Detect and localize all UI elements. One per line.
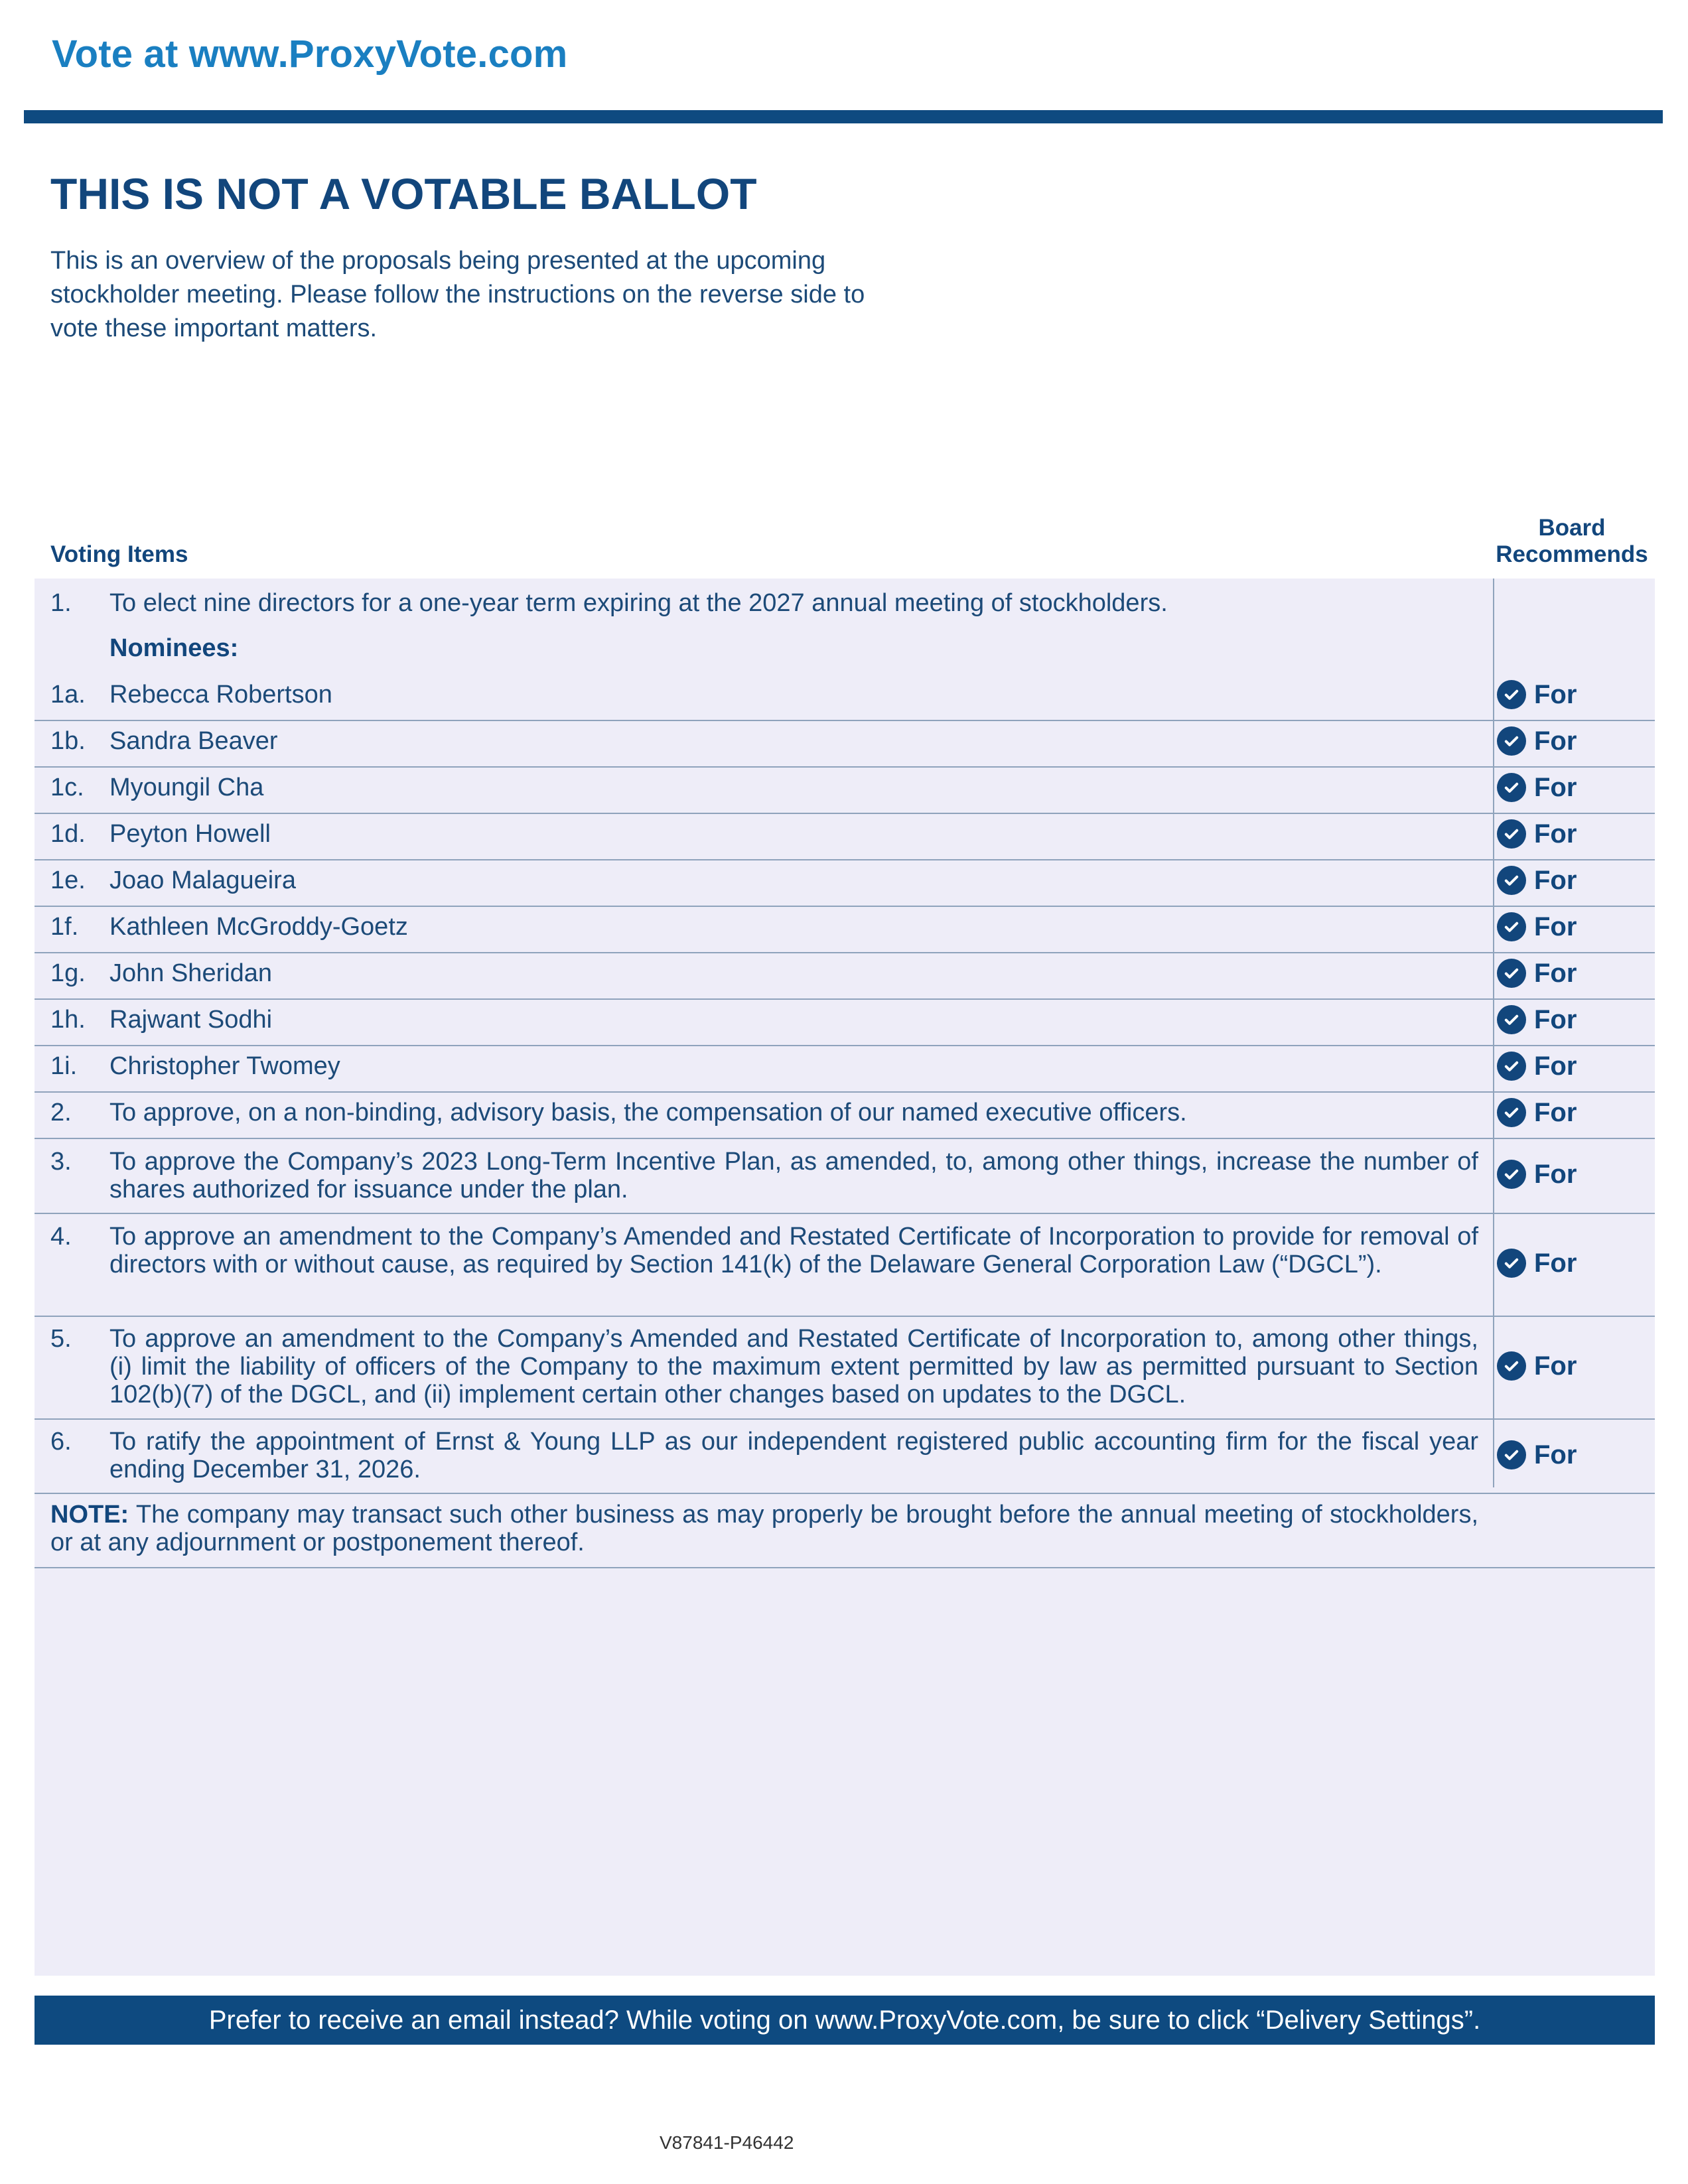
row-divider <box>35 1091 1655 1093</box>
recommendation-label: For <box>1534 1159 1577 1189</box>
recommendation-label: For <box>1534 1440 1577 1469</box>
board-recommendation <box>1497 1004 1630 1035</box>
nominee-name: Peyton Howell <box>109 820 271 848</box>
recommendation-label: For <box>1534 679 1577 709</box>
item-number: 1. <box>50 589 72 617</box>
footer-banner <box>35 1996 1655 2045</box>
row-divider <box>35 1567 1655 1568</box>
recommendation-label: For <box>1534 958 1577 988</box>
board-recommendation <box>1497 1051 1630 1081</box>
nominee-number: 1c. <box>50 774 84 801</box>
check-circle-icon <box>1497 866 1526 895</box>
row-divider <box>35 859 1655 860</box>
item-number: 2. <box>50 1099 72 1126</box>
nominee-name: Christopher Twomey <box>109 1052 340 1080</box>
nominee-name: John Sheridan <box>109 959 273 987</box>
nominee-number: 1g. <box>50 959 86 987</box>
footer-text: Prefer to receive an email instead? While voting on www.ProxyVote.com, be sure to click “Delivery Settings”. <box>208 2005 1481 2035</box>
note-text: The company may transact such other business as may properly be brought before the annual meeting of stockholders, or at any adjournment or postponement thereof. <box>50 1501 1478 1556</box>
recommendation-label: For <box>1534 912 1577 941</box>
check-circle-icon <box>1497 680 1526 709</box>
nominee-number: 1i. <box>50 1052 78 1080</box>
nominee-name: Joao Malagueira <box>109 866 296 894</box>
check-circle-icon <box>1497 1098 1526 1127</box>
check-circle-icon <box>1497 1005 1526 1034</box>
nominee-number: 1a. <box>50 681 86 709</box>
nominee-number: 1b. <box>50 727 86 755</box>
row-divider <box>35 1138 1655 1139</box>
nominee-number: 1e. <box>50 866 86 894</box>
board-header-line2: Recommends <box>1496 541 1648 567</box>
item-number: 3. <box>50 1148 72 1176</box>
board-recommendation <box>1497 912 1630 942</box>
note-label: NOTE: <box>50 1501 129 1529</box>
recommendation-label: For <box>1534 726 1577 756</box>
check-circle-icon <box>1497 773 1526 802</box>
nominee-number: 1f. <box>50 913 79 941</box>
recommendation-label: For <box>1534 819 1577 849</box>
check-circle-icon <box>1497 959 1526 988</box>
nominee-number: 1d. <box>50 820 86 848</box>
row-divider <box>35 1493 1655 1494</box>
item-text: To approve the Company’s 2023 Long-Term Incentive Plan, as amended, to, among other things, increase the number of shares authorized for issuance under the plan. <box>109 1148 1478 1203</box>
board-recommendation <box>1497 819 1630 849</box>
recommendation-label: For <box>1534 1004 1577 1034</box>
nominee-name: Myoungil Cha <box>109 774 264 801</box>
board-recommendation <box>1497 1248 1630 1278</box>
recommendation-label: For <box>1534 1248 1577 1278</box>
check-circle-icon <box>1497 1052 1526 1081</box>
row-divider <box>35 952 1655 953</box>
page-title: THIS IS NOT A VOTABLE BALLOT <box>50 169 757 218</box>
board-recommends-column-header <box>1489 515 1655 568</box>
recommendation-label: For <box>1534 772 1577 802</box>
row-divider <box>35 998 1655 1000</box>
item-number: 6. <box>50 1428 72 1456</box>
check-circle-icon <box>1497 819 1526 849</box>
item-text: To approve an amendment to the Company’s Amended and Restated Certificate of Incorporation to provide for removal of directors with or without cause, as required by Section 141(k) of the Delaware General Corporation Law (“DGCL”). <box>109 1223 1478 1278</box>
recommendation-label: For <box>1534 1097 1577 1127</box>
item-text: To ratify the appointment of Ernst & Young LLP as our independent registered public accounting firm for the fiscal year ending December 31, 2026. <box>109 1428 1478 1483</box>
recommendation-label: For <box>1534 865 1577 895</box>
item-number: 4. <box>50 1223 72 1251</box>
intro-paragraph: This is an overview of the proposals being presented at the upcoming stockholder meeting. Please follow the instructions on the reverse side to vote these important matters. <box>50 247 865 342</box>
recommendation-label: For <box>1534 1051 1577 1081</box>
row-divider <box>35 720 1655 721</box>
board-header-line1: Board <box>1538 515 1606 541</box>
header-divider-bar <box>24 110 1663 123</box>
board-recommendation <box>1497 958 1630 989</box>
check-circle-icon <box>1497 1249 1526 1278</box>
row-divider <box>35 1418 1655 1420</box>
board-recommendation <box>1497 1351 1630 1381</box>
row-divider <box>35 813 1655 814</box>
board-recommendation <box>1497 1097 1630 1128</box>
nominee-name: Rebecca Robertson <box>109 681 332 709</box>
item-text: To elect nine directors for a one-year term expiring at the 2027 annual meeting of stockholders. <box>109 589 1168 617</box>
nominee-name: Rajwant Sodhi <box>109 1006 273 1034</box>
check-circle-icon <box>1497 726 1526 756</box>
board-recommendation <box>1497 726 1630 756</box>
nominee-name: Sandra Beaver <box>109 727 278 755</box>
board-recommendation <box>1497 865 1630 896</box>
row-divider <box>35 1045 1655 1046</box>
board-recommendation <box>1497 679 1630 710</box>
voting-items-column-header: Voting Items <box>50 541 188 567</box>
item-text: To approve an amendment to the Company’s Amended and Restated Certificate of Incorporation to, among other things, (i) limit the liability of officers of the Company to the maximum extent permitted by law as permitted pursuant to Section 102(b)(7) of the DGCL, and (ii) implement certain other changes based on updates to the DGCL. <box>109 1325 1478 1408</box>
recommendation-label: For <box>1534 1351 1577 1381</box>
note-paragraph <box>50 1501 1478 1556</box>
row-divider <box>35 1213 1655 1214</box>
row-divider <box>35 906 1655 907</box>
board-recommendation <box>1497 1159 1630 1190</box>
nominees-label: Nominees: <box>109 634 239 662</box>
check-circle-icon <box>1497 912 1526 941</box>
nominee-name: Kathleen McGroddy-Goetz <box>109 913 408 941</box>
board-recommendation <box>1497 1440 1630 1470</box>
row-divider <box>35 766 1655 768</box>
nominee-number: 1h. <box>50 1006 86 1034</box>
item-number: 5. <box>50 1325 72 1353</box>
row-divider <box>35 1316 1655 1317</box>
document-code: V87841-P46442 <box>660 2132 794 2153</box>
header-title: Vote at www.ProxyVote.com <box>52 33 568 76</box>
check-circle-icon <box>1497 1160 1526 1189</box>
item-text: To approve, on a non-binding, advisory basis, the compensation of our named executive officers. <box>109 1099 1187 1126</box>
board-recommendation <box>1497 772 1630 803</box>
check-circle-icon <box>1497 1440 1526 1469</box>
check-circle-icon <box>1497 1351 1526 1381</box>
column-divider <box>1493 579 1494 1487</box>
